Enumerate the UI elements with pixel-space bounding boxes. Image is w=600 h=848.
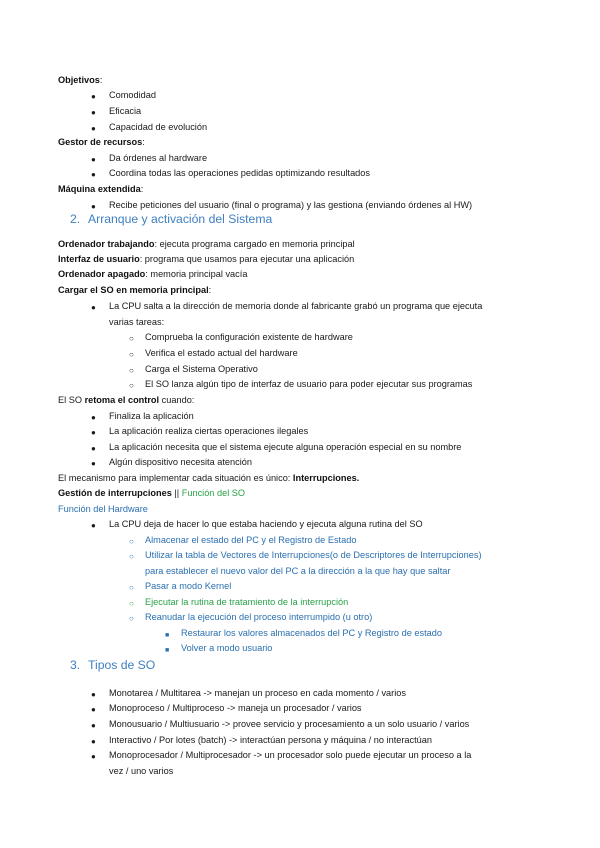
list-item: Da órdenes al hardware (109, 153, 208, 163)
bullet-icon: ● (91, 413, 96, 422)
bullet-icon: ● (91, 108, 96, 117)
bullet-icon: ● (91, 92, 96, 101)
gestor-heading: Gestor de recursos: (58, 137, 145, 147)
circle-bullet-icon: ○ (129, 552, 134, 561)
list-item: Eficacia (109, 106, 142, 116)
bullet-icon: ● (91, 737, 96, 746)
interrupt-step: Reanudar la ejecución del proceso interrumpido (u otro) (145, 612, 373, 622)
list-item: Monoproceso / Multiproceso -> maneja un procesador / varios (109, 703, 362, 713)
interrupt-step: Ejecutar la rutina de tratamiento de la interrupción (145, 597, 349, 607)
circle-bullet-icon: ○ (129, 366, 134, 375)
sub-list-item: Carga el Sistema Operativo (145, 364, 258, 374)
section-heading-tipos: 3. Tipos de SO (70, 658, 156, 672)
bullet-icon: ● (91, 690, 96, 699)
interrupt-step: Pasar a modo Kernel (145, 581, 232, 591)
bullet-icon: ● (91, 444, 96, 453)
objetivos-heading: Objetivos: (58, 75, 103, 85)
list-item: Monoprocesador / Multiprocesador -> un procesador solo puede ejecutar un proceso a la (109, 750, 472, 760)
maquina-heading: Máquina extendida: (58, 184, 144, 194)
circle-bullet-icon: ○ (129, 350, 134, 359)
list-item: Coordina todas las operaciones pedidas optimizando resultados (109, 168, 370, 178)
bullet-icon: ● (91, 155, 96, 164)
section-heading-arranque: 2. Arranque y activación del Sistema (70, 212, 273, 226)
square-bullet-icon: ■ (165, 632, 170, 639)
paragraph: Ordenador trabajando: ejecuta programa cargado en memoria principal (58, 239, 355, 249)
square-bullet-icon: ■ (165, 647, 170, 654)
interrupt-step: Utilizar la tabla de Vectores de Interrupciones(o de Descriptores de Interrupciones) (145, 550, 482, 560)
paragraph: Interfaz de usuario: programa que usamos para ejecutar una aplicación (58, 254, 355, 264)
bullet-icon: ● (91, 521, 96, 530)
list-item: Finaliza la aplicación (109, 411, 194, 421)
interrupt-step: Almacenar el estado del PC y el Registro de Estado (145, 535, 357, 545)
list-item: La CPU deja de hacer lo que estaba haciendo y ejecuta alguna rutina del SO (109, 519, 423, 529)
list-item: Monousuario / Multiusuario -> provee servicio y procesamiento a un solo usuario / varios (109, 719, 470, 729)
bullet-icon: ● (91, 124, 96, 133)
paragraph: Ordenador apagado: memoria principal vacía (58, 269, 248, 279)
list-item: La CPU salta a la dirección de memoria donde al fabricante grabó un programa que ejecuta (109, 301, 483, 311)
bullet-icon: ● (91, 705, 96, 714)
list-item: La aplicación realiza ciertas operaciones ilegales (109, 426, 309, 436)
circle-bullet-icon: ○ (129, 334, 134, 343)
interrupt-substep: Restaurar los valores almacenados del PC y Registro de estado (181, 628, 442, 638)
circle-bullet-icon: ○ (129, 614, 134, 623)
bullet-icon: ● (91, 303, 96, 312)
list-item: Interactivo / Por lotes (batch) -> interactúan persona y máquina / no interactúan (109, 735, 433, 745)
circle-bullet-icon: ○ (129, 599, 134, 608)
funcion-hardware-label: Función del Hardware (58, 504, 148, 514)
bullet-icon: ● (91, 170, 96, 179)
circle-bullet-icon: ○ (129, 537, 134, 546)
circle-bullet-icon: ○ (129, 583, 134, 592)
list-item: Capacidad de evolución (109, 122, 208, 132)
bullet-icon: ● (91, 721, 96, 730)
list-item: Recibe peticiones del usuario (final o programa) y las gestiona (enviando órdenes al HW) (109, 200, 473, 210)
list-item-continuation: varias tareas: (109, 317, 165, 327)
gestion-interrupciones: Gestión de interrupciones || Función del SO (58, 488, 246, 498)
sub-list-item: El SO lanza algún tipo de interfaz de usuario para poder ejecutar sus programas (145, 379, 473, 389)
cargar-heading: Cargar el SO en memoria principal: (58, 285, 212, 295)
circle-bullet-icon: ○ (129, 381, 134, 390)
interrupt-substep: Volver a modo usuario (181, 643, 273, 653)
interrupt-step-continuation: para establecer el nuevo valor del PC a la dirección a la que hay que saltar (145, 566, 451, 576)
mecanismo-paragraph: El mecanismo para implementar cada situación es único: Interrupciones. (58, 473, 360, 483)
retoma-paragraph: El SO retoma el control cuando: (58, 395, 195, 405)
list-item: Comodidad (109, 90, 156, 100)
bullet-icon: ● (91, 752, 96, 761)
list-item: Monotarea / Multitarea -> manejan un proceso en cada momento / varios (109, 688, 406, 698)
list-item: La aplicación necesita que el sistema ejecute alguna operación especial en su nombre (109, 442, 462, 452)
sub-list-item: Verifica el estado actual del hardware (145, 348, 298, 358)
bullet-icon: ● (91, 428, 96, 437)
bullet-icon: ● (91, 459, 96, 468)
list-item-continuation: vez / uno varios (109, 766, 174, 776)
list-item: Algún dispositivo necesita atención (109, 457, 253, 467)
bullet-icon: ● (91, 202, 96, 211)
sub-list-item: Comprueba la configuración existente de hardware (145, 332, 353, 342)
